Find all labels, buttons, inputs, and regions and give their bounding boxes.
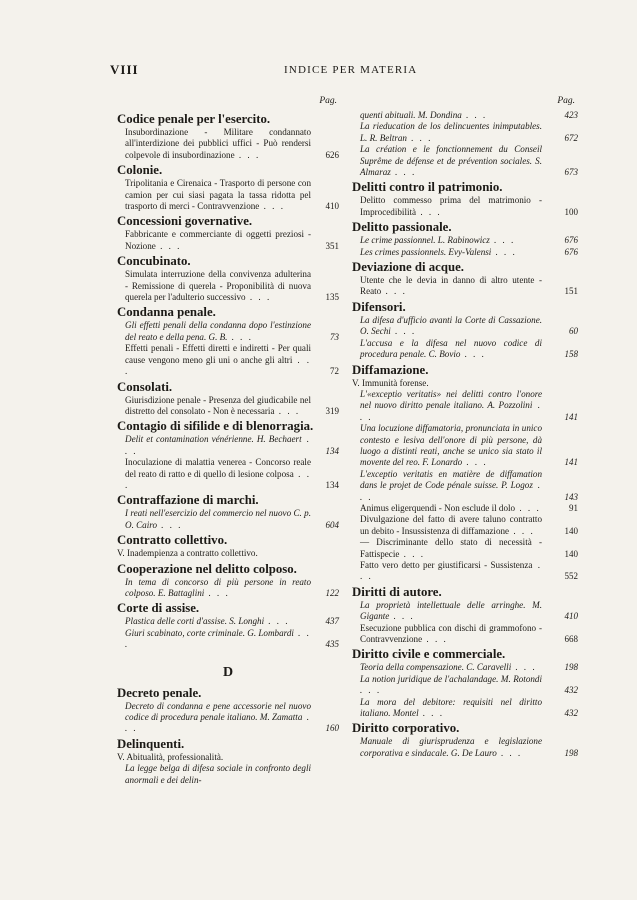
entry-text: La rieducation de los delincuentes inimputables. L. R. Beltran	[360, 121, 542, 143]
right-column	[352, 96, 578, 759]
entry-page-number: 351	[325, 240, 339, 251]
index-entry	[352, 673, 578, 697]
leader-dots: . . .	[360, 400, 542, 422]
entry-text: Animus eligerquendi - Non esclude il dolo	[360, 502, 516, 513]
entry-text: Una locuzione diffamatoria, pronunciata in unico contesto e lesiva dell'onore di più persone, dà luogo a distinti reati, anche se unico sia stato il movente del reo. F. Lonardo	[360, 423, 542, 468]
index-heading: Contraffazione di marchi.	[117, 493, 259, 508]
entry-text: Delitto commesso prima del matrimonio - Improcedibilità	[360, 195, 542, 217]
index-entry	[117, 229, 339, 252]
entry-page-number: 122	[325, 587, 339, 598]
entry-page-number: 432	[564, 708, 578, 719]
index-entry	[352, 378, 570, 389]
index-heading: Codice penale per l'esercito.	[117, 112, 271, 126]
leader-dots: . . .	[390, 167, 417, 178]
entry-text: La legge belga di difesa sociale in confronto degli anormali e dei delin-	[125, 763, 311, 785]
entry-text: Esecuzione pubblica con dischi di grammofono - Contravvenzione	[360, 622, 542, 645]
leader-dots: . . .	[274, 405, 301, 416]
leader-dots: . . .	[406, 132, 433, 143]
entry-page-number: 423	[564, 110, 578, 120]
index-entry	[352, 246, 578, 258]
index-heading: Diritto civile e commerciale.	[352, 647, 506, 662]
leader-dots: . . .	[204, 587, 230, 598]
entry-page-number: 140	[564, 548, 578, 559]
entry-text: Tripolitania e Cirenaica - Trasporto di persone con camion per cui siasi pagata la tassa ridotta pel trasporto di merci - Contravvenzione	[125, 178, 311, 212]
leader-dots: . . .	[125, 468, 312, 490]
leader-dots: . . .	[125, 712, 312, 734]
index-heading: Delinquenti.	[117, 736, 185, 751]
index-entry	[352, 110, 578, 121]
index-heading: Colonie.	[117, 163, 163, 178]
index-entry	[117, 548, 339, 559]
entry-text: La notion juridique de l'achalandage. M. Rotondi	[360, 673, 542, 684]
index-heading: Concessioni governative.	[117, 214, 253, 229]
index-heading: Diffamazione.	[352, 362, 429, 377]
entry-page-number: 410	[325, 201, 339, 212]
right-sections	[352, 110, 578, 759]
entry-page-number: 60	[569, 326, 578, 337]
entry-text: La difesa d'ufficio avanti la Corte di Cassazione. O. Sechi	[360, 314, 542, 337]
leader-dots: . . .	[155, 240, 182, 251]
index-entry	[117, 616, 339, 627]
entry-page-number: 134	[325, 445, 339, 456]
entry-text: La création e le fonctionnement du Conseil Suprême de défense et de prévention sociales. S. Almaraz	[360, 144, 542, 178]
entry-page-number: 676	[564, 235, 578, 246]
index-entry	[117, 343, 339, 377]
index-heading: Deviazione di acque.	[352, 260, 464, 275]
index-entry	[117, 701, 339, 735]
leader-dots: . . .	[462, 457, 488, 468]
leader-dots: . . .	[461, 110, 488, 120]
index-entry	[117, 320, 339, 343]
entry-text: Les crimes passionnels. Evy-Valensi	[360, 246, 492, 257]
entry-text: Decreto di condanna e pene accessorie nel nuovo codice di procedura penale italiano. M. Zamatta	[125, 700, 311, 722]
entry-page-number: 626	[325, 149, 339, 160]
index-heading: Difensori.	[352, 299, 406, 314]
leader-dots: . . .	[234, 149, 261, 160]
index-entry	[352, 696, 578, 720]
entry-text: Giuri scabinato, corte criminale. G. Lombardi	[125, 627, 294, 638]
leader-dots: . . .	[416, 206, 442, 217]
entry-text: L'accusa e la difesa nel nuovo codice di procedura penale. C. Bovio	[360, 337, 542, 360]
leader-dots: . . .	[389, 611, 415, 622]
index-heading: Contagio di sifilide e di blenorragia.	[117, 419, 314, 434]
index-entry	[352, 388, 578, 423]
index-entry	[352, 235, 578, 246]
page-number: VIII	[110, 62, 139, 77]
entry-text: Gli effetti penali della condanna dopo l'estinzione del reato e della pena. G. B.	[125, 320, 311, 342]
leader-dots: . . .	[125, 354, 311, 377]
entry-text: Le crime passionnel. L. Rabinowicz	[360, 235, 490, 246]
entry-text: Fabbricante e commerciante di oggetti preziosi - Nozione	[125, 229, 311, 251]
entry-page-number: 100	[564, 206, 578, 217]
entry-text: La mora del debitore: requisiti nel diritto italiano. Montel	[360, 696, 542, 719]
leader-dots: . . .	[360, 685, 382, 696]
entry-page-number: 141	[564, 411, 578, 422]
leader-dots: . . .	[259, 201, 285, 212]
entry-page-number: 604	[325, 519, 339, 530]
index-entry	[352, 599, 578, 623]
entry-page-number: 141	[564, 457, 578, 468]
entry-text: Simulata interruzione della convivenza adulterina - Remissione di querela - Proponibilità di nuova querela per l'adulterio successivo	[125, 269, 311, 303]
leader-dots: . . .	[360, 480, 543, 502]
running-title: INDICE PER MATERIA	[284, 64, 418, 76]
index-entry	[352, 662, 578, 673]
index-entry	[352, 144, 578, 178]
entry-page-number: 673	[564, 167, 578, 178]
entry-page-number: 73	[330, 331, 339, 342]
leader-dots: . . .	[460, 349, 487, 360]
index-entry	[117, 434, 339, 457]
entry-text: Manuale di giurisprudenza e legislazione corporativa e sindacale. G. De Lauro	[360, 736, 542, 758]
leader-dots: . . .	[381, 286, 407, 297]
left-sections	[117, 112, 339, 786]
leader-dots: . . .	[264, 616, 290, 627]
entry-text: I reati nell'esercizio del commercio nel nuovo C. p. O. Cairo	[125, 508, 311, 530]
index-heading: Decreto penale.	[117, 685, 202, 700]
index-heading: Condanna penale.	[117, 305, 216, 320]
entry-text: Teoria della compensazione. C. Caravelli	[360, 662, 512, 673]
index-entry	[117, 457, 339, 491]
index-entry	[352, 622, 578, 646]
entry-page-number: 668	[564, 634, 578, 645]
leader-dots: . . .	[360, 560, 542, 582]
index-heading: Diritto corporativo.	[352, 721, 460, 736]
index-entry	[117, 628, 339, 651]
leader-dots: . . .	[125, 434, 311, 456]
leader-dots: . . .	[489, 235, 516, 246]
index-heading: Delitti contro il patrimonio.	[352, 180, 503, 195]
leader-dots: . . .	[515, 502, 541, 513]
index-heading: Contratto collettivo.	[117, 533, 228, 548]
index-entry	[352, 121, 578, 144]
index-entry	[352, 337, 578, 361]
index-entry	[352, 423, 578, 469]
entry-text: V. Immunità forense.	[352, 377, 429, 388]
entry-text: — Discriminante dello stato di necessità - Fattispecie	[360, 537, 542, 559]
entry-text: Inoculazione di malattia venerea - Concorso reale del reato di ratto e di quello di lesione colposa	[125, 457, 311, 479]
entry-page-number: 135	[325, 292, 339, 303]
index-heading: Delitto passionale.	[352, 220, 452, 235]
index-entry	[352, 736, 578, 759]
index-entry	[352, 502, 578, 514]
entry-text: Effetti penali - Effetti diretti e indiretti - Per quali cause vengono meno gli uni o anche gli altri	[125, 343, 311, 365]
leader-dots: . . .	[125, 627, 311, 650]
entry-text: L'«exceptio veritatis» nei delitti contro l'onore nel nuovo diritto penale italiano. A. Pozzolini	[360, 388, 542, 411]
entry-page-number: 432	[564, 685, 578, 696]
entry-page-number: 140	[564, 525, 578, 536]
leader-dots: . . .	[509, 525, 535, 536]
entry-text: In tema di concorso di più persone in reato colposo. E. Battaglini	[125, 576, 311, 598]
entry-page-number: 143	[564, 491, 578, 502]
entry-page-number: 198	[564, 747, 578, 758]
leader-dots: . . .	[390, 326, 417, 337]
entry-text: Insubordinazione - Militare condannato all'interdizione dei pubblici uffici - Può rendersi colpevole di insubordinazione	[125, 127, 311, 160]
entry-page-number: 198	[564, 662, 578, 673]
entry-page-number: 672	[564, 132, 578, 143]
index-heading: Corte di assise.	[117, 601, 200, 616]
entry-page-number: 160	[325, 723, 339, 734]
leader-dots: . . .	[227, 331, 254, 342]
entry-page-number: 158	[564, 349, 578, 360]
leader-dots: . . .	[399, 548, 426, 559]
index-entry	[117, 752, 339, 763]
index-entry	[352, 468, 578, 503]
section-letter: D	[222, 664, 234, 680]
entry-text: Delit et contamination vénérienne. H. Bechaert	[125, 434, 302, 445]
index-entry	[117, 269, 339, 303]
index-entry	[352, 195, 578, 218]
entry-page-number: 552	[564, 571, 578, 582]
entry-text: Plastica delle corti d'assise. S. Longhi	[125, 616, 265, 627]
index-heading: Diritti di autore.	[352, 584, 442, 599]
leader-dots: . . .	[491, 246, 517, 257]
entry-text: Giurisdizione penale - Presenza del giudicabile nel distretto del consolato - Non è necessaria	[125, 394, 311, 416]
index-entry	[352, 560, 578, 583]
index-entry	[352, 275, 578, 298]
index-heading: Cooperazione nel delitto colposo.	[117, 561, 297, 576]
entry-text: V. Inadempienza a contratto collettivo.	[117, 548, 258, 559]
entry-text: Utente che le devia in danno di altro utente - Reato	[360, 275, 542, 297]
entry-page-number: 319	[325, 405, 339, 416]
index-entry	[117, 395, 339, 418]
entry-page-number: 91	[569, 502, 578, 513]
leader-dots: . . .	[418, 708, 445, 719]
index-entry	[117, 577, 339, 600]
entry-page-number: 410	[564, 611, 578, 622]
leader-dots: . . .	[245, 292, 272, 303]
index-heading: Consolati.	[117, 379, 173, 394]
entry-page-number: 72	[330, 366, 339, 377]
index-entry	[352, 514, 578, 537]
index-entry	[117, 508, 339, 531]
leader-dots: . . .	[422, 634, 448, 645]
entry-text: quenti abituali. M. Dondina	[360, 110, 462, 120]
left-column	[117, 96, 339, 786]
leader-dots: . . .	[157, 519, 183, 530]
index-entry	[352, 314, 578, 338]
entry-text: V. Abitualità, professionalità.	[117, 751, 224, 762]
leader-dots: . . .	[496, 747, 523, 758]
leader-dots: . . .	[511, 662, 537, 673]
entry-page-number: 437	[325, 616, 339, 627]
pag-label: Pag.	[557, 96, 575, 106]
entry-text: Fatto vero detto per giustificarsi - Sussistenza	[360, 560, 533, 570]
pag-label: Pag.	[319, 96, 337, 106]
entry-text: Divulgazione del fatto di avere taluno contratto un debito - Insussistenza di diffamazione	[360, 514, 542, 536]
entry-page-number: 435	[325, 639, 339, 650]
entry-page-number: 676	[564, 246, 578, 257]
index-entry	[117, 763, 339, 786]
index-entry	[117, 178, 339, 212]
index-entry	[352, 537, 578, 560]
index-entry	[117, 127, 339, 161]
entry-page-number: 151	[564, 286, 578, 297]
index-heading: Concubinato.	[117, 254, 191, 269]
entry-text: L'exceptio veritatis en matière de diffamation dans le projet de Code pénale suisse. P. Logoz	[360, 468, 542, 491]
entry-page-number: 134	[325, 479, 339, 490]
entry-text: La proprietà intellettuale delle arringhe. M. Gigante	[360, 599, 542, 622]
